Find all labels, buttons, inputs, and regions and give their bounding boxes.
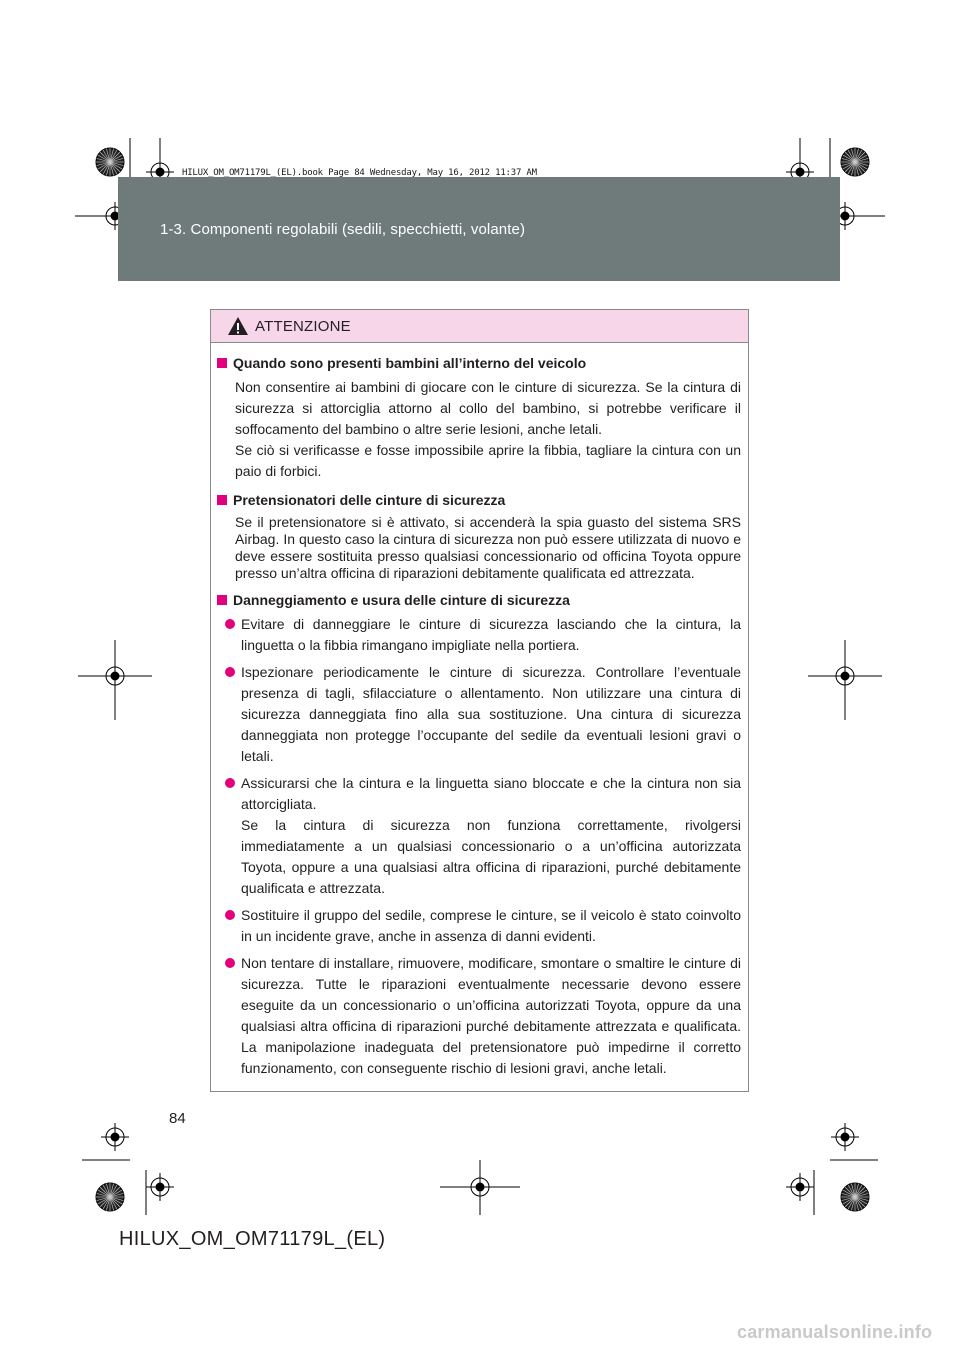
topic-paragraph: Se ciò si verificasse e fosse impossibile aprire la fibbia, tagliare la cintura con un paio di forbici.	[235, 442, 741, 479]
list-item: Evitare di danneggiare le cinture di sicurezza lasciando che la cintura, la linguetta o la fibbia rimangano impigliate nella portiera.	[225, 614, 741, 656]
watermark: carmanualsonline.info	[737, 1322, 933, 1342]
square-bullet-icon	[217, 495, 227, 505]
list-item: Non tentare di installare, rimuovere, modificare, smontare o smaltire le cinture di sicurezza. Tutte le riparazioni eventualmente necessarie devono essere eseguite da un concessionario o un’officina autorizzati Toyota, oppure da una qualsiasi altra officina di riparazioni purché debitamente attrezzata e qualificata. La manipolazione inadeguata del pretensionatore può impedirne il corretto funzionamento, con conseguente rischio di lesioni gravi, anche letali.	[225, 953, 741, 1079]
topic-children	[217, 353, 741, 482]
round-bullet-icon	[225, 958, 235, 968]
topic-heading: Quando sono presenti bambini all’interno del veicolo	[233, 355, 587, 371]
page-number: 84	[169, 1110, 186, 1127]
book-stamp: HILUX_OM_OM71179L_(EL).book Page 84 Wednesday, May 16, 2012 11:37 AM	[182, 168, 537, 178]
section-title: 1-3. Componenti regolabili (sedili, specchietti, volante)	[160, 221, 526, 238]
topic-paragraph: Non consentire ai bambini di giocare con le cinture di sicurezza. Se la cintura di sicurezza si attorciglia attorno al collo del bambino, si potrebbe verificare il soffocamento del bambino o altre serie lesioni, anche letali.	[235, 379, 741, 437]
warning-header	[211, 310, 748, 343]
round-bullet-icon	[225, 667, 235, 677]
square-bullet-icon	[217, 595, 227, 605]
document-code: HILUX_OM_OM71179L_(EL)	[119, 1228, 386, 1250]
warning-box	[210, 309, 749, 1092]
list-item: Ispezionare periodicamente le cinture di sicurezza. Controllare l’eventuale presenza di tagli, sfilacciature o allentamento. Non utilizzare una cintura di sicurezza danneggiata fino alla sua sostituzione. Una cintura di sicurezza danneggiata non protegge l’occupante del sedile da eventuali lesioni gravi o letali.	[225, 662, 741, 767]
list-item: Sostituire il gruppo del sedile, comprese le cinture, se il veicolo è stato coinvolto in un incidente grave, anche in assenza di danni evidenti.	[225, 905, 741, 947]
topic-heading: Pretensionatori delle cinture di sicurezza	[233, 492, 506, 508]
warning-title: ATTENZIONE	[255, 318, 351, 335]
topic-damage-wear	[217, 590, 741, 1079]
round-bullet-icon	[225, 910, 235, 920]
topic-heading: Danneggiamento e usura delle cinture di sicurezza	[233, 592, 570, 608]
list-item	[225, 773, 741, 899]
list-item-text: Se la cintura di sicurezza non funziona correttamente, rivolgersi immediatamente a un qualsiasi concessionario o a un’officina autorizzata Toyota, oppure a una qualsiasi altra officina di riparazioni, purché debitamente qualificata e attrezzata.	[241, 817, 741, 896]
warning-triangle-icon	[227, 316, 249, 336]
list-item-text: Assicurarsi che la cintura e la linguetta siano bloccate e che la cintura non sia attorcigliata.	[241, 775, 741, 812]
topic-paragraph: Se il pretensionatore si è attivato, si accenderà la spia guasto del sistema SRS Airbag. In questo caso la cintura di sicurezza non può essere utilizzata di nuovo e deve essere sostituita presso qualsiasi concessionario od officina Toyota oppure presso un’altra officina di riparazioni debitamente qualificata ed attrezzata.	[235, 514, 741, 581]
warning-body	[211, 343, 748, 1079]
topic-pretensioners	[217, 490, 741, 582]
square-bullet-icon	[217, 358, 227, 368]
round-bullet-icon	[225, 619, 235, 629]
round-bullet-icon	[225, 778, 235, 788]
